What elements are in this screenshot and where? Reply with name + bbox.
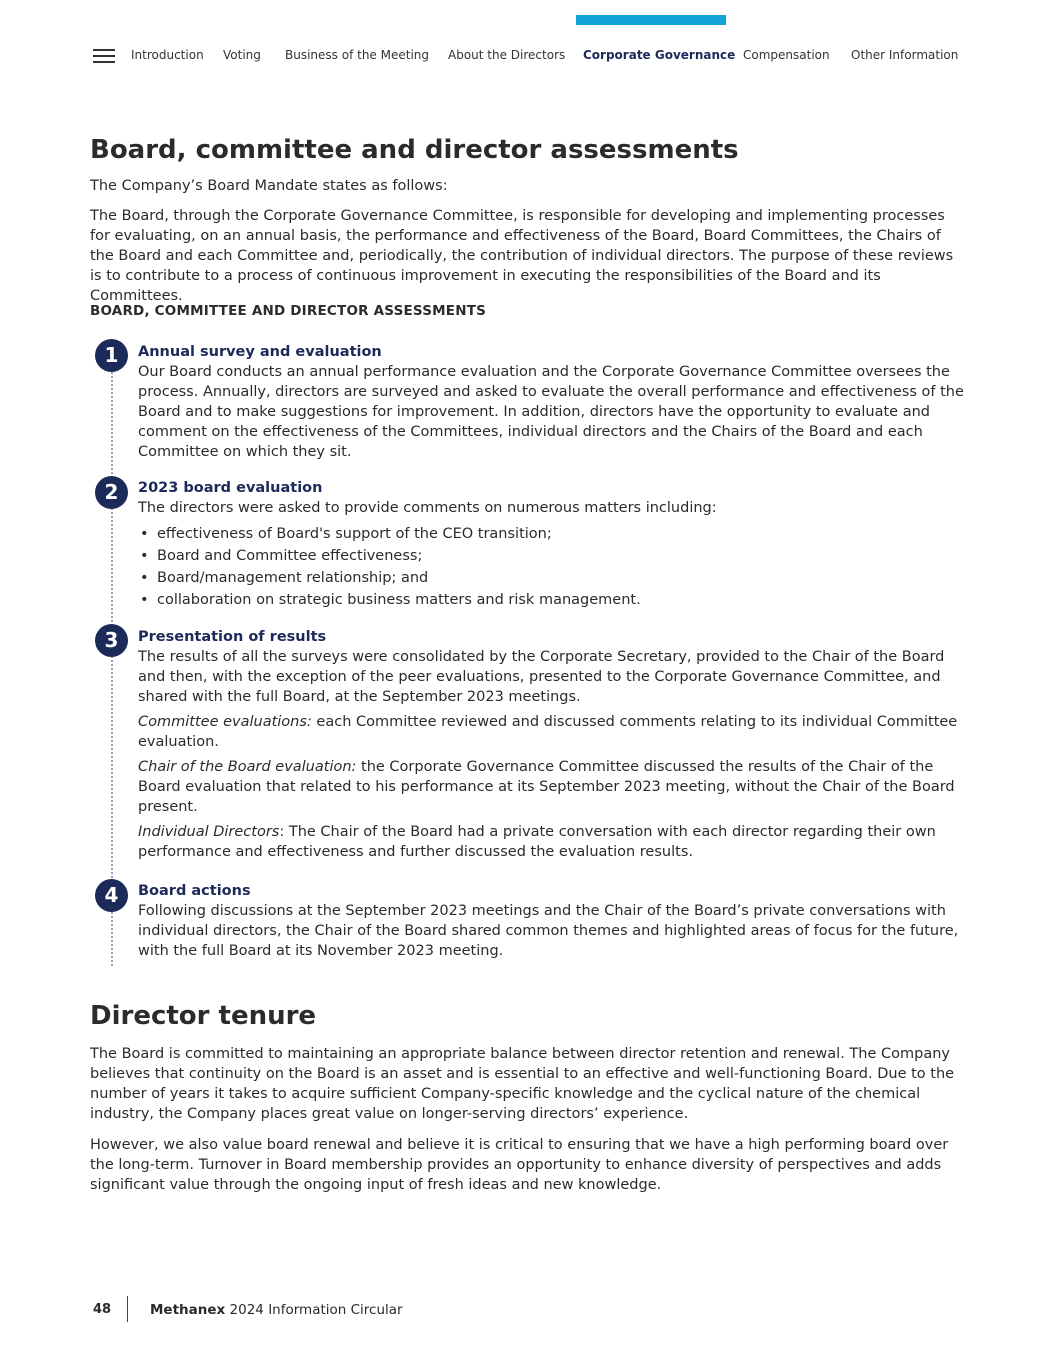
document-title: 2024 Information Circular <box>225 1302 403 1318</box>
step-3-text: The results of all the surveys were consolidated by the Corporate Secretary, provided to the Chair of the Board and then, with the exception of the peer evaluations, presented to the Corporate Governance Committee, and shared with the full Board, at the September 2023 meetings. <box>138 649 945 705</box>
bullet-item: • collaboration on strategic business matters and risk management. <box>138 589 968 611</box>
step-2-number-badge: 2 <box>95 476 128 509</box>
nav-corporate-governance[interactable]: Corporate Governance <box>583 48 736 62</box>
tenure-paragraph-2: However, we also value board renewal and believe it is critical to ensuring that we have a high performing board over the long-term. Turnover in Board membership provides an opportunity to enhance diversity of perspectives and adds significant value through the ongoing input of fresh ideas and new knowledge. <box>90 1137 949 1193</box>
step-2-text: The directors were asked to provide comments on numerous matters including: <box>138 500 717 516</box>
step-1-number-badge: 1 <box>95 339 128 372</box>
step-4-number-badge: 4 <box>95 879 128 912</box>
nav-voting[interactable]: Voting <box>223 48 261 62</box>
step-1 <box>138 342 968 462</box>
tenure-paragraph-1: The Board is committed to maintaining an appropriate balance between director retention and renewal. The Company believes that continuity on the Board is an asset and is essential to an effective and well-functioning Board. Due to the number of years it takes to acquire sufficient Company-specific knowledge and the cyclical nature of the chemical industry, the Company places great value on longer-serving directors’ experience. <box>90 1046 955 1122</box>
footer-document-title <box>150 1302 403 1318</box>
step-3-title: Presentation of results <box>138 629 327 645</box>
step-4-title: Board actions <box>138 883 251 899</box>
nav-other-information[interactable]: Other Information <box>851 48 959 62</box>
step-3-number-badge: 3 <box>95 624 128 657</box>
item-label: Individual Directors <box>138 824 280 840</box>
active-tab-indicator <box>576 15 726 25</box>
mandate-intro: The Company’s Board Mandate states as follows: <box>90 178 448 194</box>
nav-business-of-the-meeting[interactable]: Business of the Meeting <box>285 48 429 62</box>
section-title-assessments: Board, committee and director assessments <box>90 135 739 165</box>
step-4 <box>138 881 968 961</box>
footer-divider <box>127 1296 128 1322</box>
bullet-item: • Board/management relationship; and <box>138 567 968 589</box>
step-2-title: 2023 board evaluation <box>138 480 323 496</box>
item-label: Committee evaluations: <box>138 714 312 730</box>
top-navigation <box>0 0 1055 80</box>
mandate-text: The Board, through the Corporate Governance Committee, is responsible for developing and implementing processes for evaluating, on an annual basis, the performance and effectiveness of the Board, Board Committees, the Chairs of the Board and each Committee and, periodically, the contribution of individual directors. The purpose of these reviews is to contribute to a process of continuous improvement in executing the responsibilities of the Board and its Committees. <box>90 208 954 304</box>
item-text: : The Chair of the Board had a private conversation with each director regarding their own performance and effectiveness and further discussed the evaluation results. <box>138 824 936 860</box>
step-4-text: Following discussions at the September 2023 meetings and the Chair of the Board’s private conversations with individual directors, the Chair of the Board shared common themes and highlighted areas of focus for the future, with the full Board at its November 2023 meeting. <box>138 903 959 959</box>
item-text: the Corporate Governance Committee discussed the results of the Chair of the Board evaluation that related to his performance at its September 2023 meeting, without the Chair of the Board present. <box>138 759 955 815</box>
nav-about-the-directors[interactable]: About the Directors <box>448 48 566 62</box>
step-2-bullet-list <box>138 523 968 611</box>
nav-introduction[interactable]: Introduction <box>131 48 204 62</box>
page-number: 48 <box>93 1302 112 1317</box>
chair-evaluation-item <box>138 757 968 817</box>
nav-compensation[interactable]: Compensation <box>743 48 830 62</box>
hamburger-menu-icon[interactable] <box>93 49 115 63</box>
section-title-director-tenure: Director tenure <box>90 1001 317 1031</box>
brand-name: Methanex <box>150 1302 226 1318</box>
assessments-subheading: BOARD, COMMITTEE AND DIRECTOR ASSESSMENTS <box>90 303 487 319</box>
item-label: Chair of the Board evaluation: <box>138 759 357 775</box>
individual-directors-item <box>138 822 968 862</box>
bullet-item: • Board and Committee effectiveness; <box>138 545 968 567</box>
timeline-dotted-line <box>111 372 113 966</box>
page-footer <box>93 1296 693 1324</box>
item-text: each Committee reviewed and discussed comments relating to its individual Committee evaluation. <box>138 714 958 750</box>
bullet-item: • effectiveness of Board's support of the CEO transition; <box>138 523 968 545</box>
step-2 <box>138 478 968 611</box>
committee-evaluations-item <box>138 712 968 752</box>
step-3 <box>138 627 968 862</box>
step-1-title: Annual survey and evaluation <box>138 344 382 360</box>
step-1-text: Our Board conducts an annual performance evaluation and the Corporate Governance Committee oversees the process. Annually, directors are surveyed and asked to evaluate the overall performance and effectiveness of the Board and to make suggestions for improvement. In addition, directors have the opportunity to evaluate and comment on the effectiveness of the Committees, individual directors and the Chairs of the Board and each Committee on which they sit. <box>138 364 964 460</box>
